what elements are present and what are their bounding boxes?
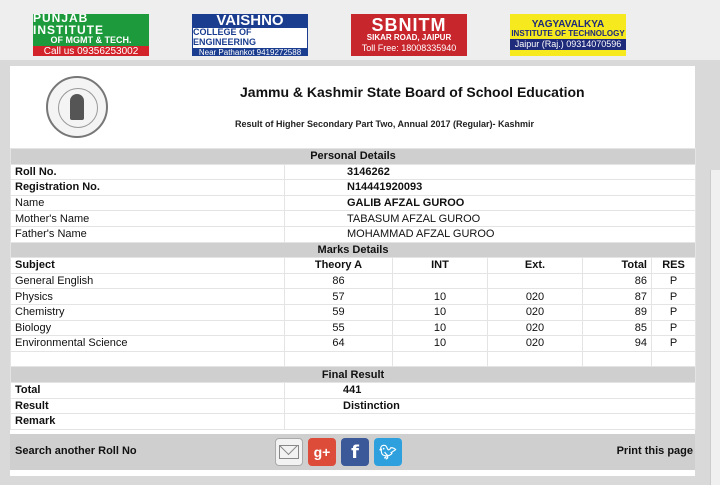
subject-cell: Physics — [11, 289, 285, 305]
marks-details-heading-row — [11, 242, 696, 258]
table-row — [11, 320, 696, 336]
google-plus-icon[interactable]: g+ — [308, 438, 336, 466]
col-ext: Ext. — [488, 258, 583, 274]
blank-cell — [11, 351, 285, 367]
result-header — [10, 66, 695, 148]
remark-value — [285, 414, 696, 430]
ad-line3: Near Pathankot 9419272588 — [192, 48, 308, 56]
res-cell: P — [652, 320, 696, 336]
remark-row — [11, 414, 696, 430]
subject-cell: Biology — [11, 320, 285, 336]
ad-line2: OF MGMT & TECH. — [50, 35, 132, 46]
int-cell — [393, 273, 488, 289]
theory-cell: 57 — [285, 289, 393, 305]
blank-cell — [583, 351, 652, 367]
ext-cell: 020 — [488, 304, 583, 320]
ad-line1: VAISHNO — [193, 14, 307, 28]
theory-cell: 55 — [285, 320, 393, 336]
col-int: INT — [393, 258, 488, 274]
int-cell: 10 — [393, 304, 488, 320]
result-panel — [10, 66, 695, 476]
table-row — [11, 336, 696, 352]
logo-figure — [70, 94, 84, 120]
int-cell: 10 — [393, 336, 488, 352]
blank-cell — [488, 351, 583, 367]
name-value: GALIB AFZAL GUROO — [285, 195, 696, 211]
total-row — [11, 382, 696, 398]
ext-cell: 020 — [488, 320, 583, 336]
twitter-icon[interactable]: 🐦︎ — [374, 438, 402, 466]
page-subtitle: Result of Higher Secondary Part Two, Annual 2017 (Regular)- Kashmir — [235, 119, 535, 129]
ad-line2: INSTITUTE OF TECHNOLOGY — [511, 29, 625, 39]
father-label: Father's Name — [11, 226, 285, 242]
subject-cell: General English — [11, 273, 285, 289]
name-row — [11, 195, 696, 211]
remark-label: Remark — [11, 414, 285, 430]
facebook-icon[interactable]: f — [341, 438, 369, 466]
father-value: MOHAMMAD AFZAL GUROO — [285, 226, 696, 242]
total-cell: 87 — [583, 289, 652, 305]
int-cell: 10 — [393, 289, 488, 305]
theory-cell: 86 — [285, 273, 393, 289]
ad-line1: PUNJAB INSTITUTE — [33, 14, 104, 38]
mail-icon[interactable] — [275, 438, 303, 466]
int-cell: 10 — [393, 320, 488, 336]
blank-row — [11, 351, 696, 367]
mother-value: TABASUM AFZAL GUROO — [285, 211, 696, 227]
ext-cell: 020 — [488, 289, 583, 305]
advertisement-bar — [0, 0, 720, 60]
col-theory: Theory A — [285, 258, 393, 274]
ad-line3: Call us 09356253002 — [33, 46, 149, 56]
ext-cell: 020 — [488, 336, 583, 352]
total-cell: 94 — [583, 336, 652, 352]
result-table — [10, 148, 696, 430]
registration-label: Registration No. — [11, 180, 285, 196]
theory-cell: 59 — [285, 304, 393, 320]
name-label: Name — [11, 195, 285, 211]
father-row — [11, 226, 696, 242]
subject-cell: Chemistry — [11, 304, 285, 320]
blank-cell — [652, 351, 696, 367]
search-another-roll-link[interactable]: Search another Roll No — [15, 445, 137, 457]
marks-details-heading: Marks Details — [11, 242, 696, 258]
table-row — [11, 273, 696, 289]
ad-punjab-institute[interactable] — [33, 14, 149, 56]
res-cell: P — [652, 273, 696, 289]
envelope-shape — [279, 445, 299, 459]
personal-details-heading-row — [11, 149, 696, 165]
mother-row — [11, 211, 696, 227]
final-result-heading-row — [11, 367, 696, 383]
table-row — [11, 304, 696, 320]
theory-cell: 64 — [285, 336, 393, 352]
roll-value: 3146262 — [285, 164, 696, 180]
page-title: Jammu & Kashmir State Board of School Education — [240, 84, 585, 100]
total-cell: 85 — [583, 320, 652, 336]
total-label: Total — [11, 382, 285, 398]
scrollbar[interactable] — [710, 170, 720, 485]
ad-line3: Toll Free: 18008335940 — [361, 43, 457, 53]
col-res: RES — [652, 258, 696, 274]
result-footer — [10, 434, 695, 470]
marks-header-row — [11, 258, 696, 274]
total-value: 441 — [285, 382, 696, 398]
res-cell: P — [652, 336, 696, 352]
total-cell: 89 — [583, 304, 652, 320]
ad-line2: SIKAR ROAD, JAIPUR — [366, 33, 452, 43]
print-page-link[interactable]: Print this page — [616, 445, 693, 457]
personal-details-heading: Personal Details — [11, 149, 696, 165]
roll-label: Roll No. — [11, 164, 285, 180]
registration-value: N14441920093 — [285, 180, 696, 196]
result-label: Result — [11, 398, 285, 414]
final-result-heading: Final Result — [11, 367, 696, 383]
ad-vaishno-college[interactable] — [192, 14, 308, 56]
ad-yagyavalkya[interactable] — [510, 14, 626, 56]
result-value: Distinction — [285, 398, 696, 414]
result-row — [11, 398, 696, 414]
registration-row — [11, 180, 696, 196]
ad-sbnitm[interactable] — [351, 14, 467, 56]
ad-line1: SBNITM — [371, 15, 447, 36]
board-logo-icon — [46, 76, 108, 138]
mother-label: Mother's Name — [11, 211, 285, 227]
blank-cell — [285, 351, 393, 367]
total-cell: 86 — [583, 273, 652, 289]
ext-cell — [488, 273, 583, 289]
blank-cell — [393, 351, 488, 367]
ad-line2: COLLEGE OF ENGINEERING — [193, 26, 257, 47]
subject-cell: Environmental Science — [11, 336, 285, 352]
col-total: Total — [583, 258, 652, 274]
res-cell: P — [652, 304, 696, 320]
ad-line1: YAGYAVALKYA — [531, 19, 605, 31]
ad-line3: Jaipur (Raj.) 09314070596 — [510, 39, 626, 50]
roll-row — [11, 164, 696, 180]
table-row — [11, 289, 696, 305]
res-cell: P — [652, 289, 696, 305]
col-subject: Subject — [11, 258, 285, 274]
